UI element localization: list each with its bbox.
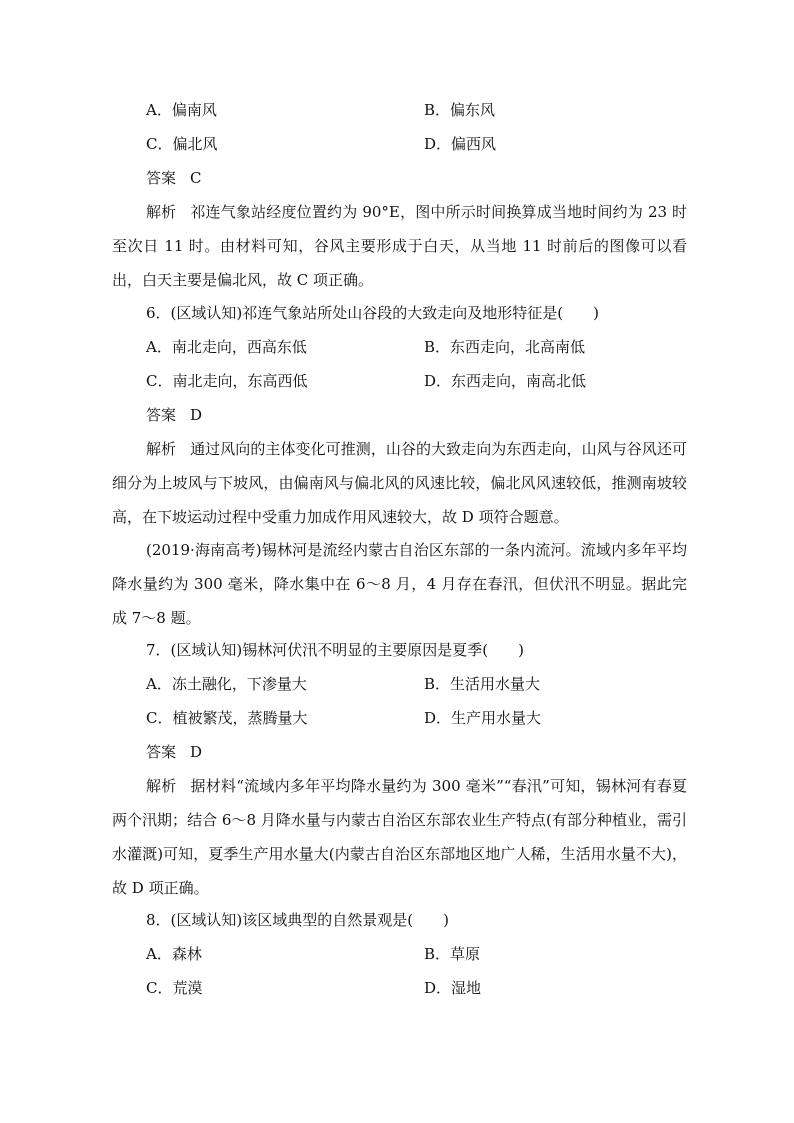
q5-options-row-2 (146, 127, 686, 161)
q8-options-row-1 (146, 937, 686, 971)
q5-answer-label: 答案 (146, 169, 177, 187)
q5-answer-value: C (190, 169, 202, 187)
q6-stem: 6．(区域认知)祁连气象站所处山谷段的大致走向及地形特征是( ) (146, 304, 599, 322)
q6-options-row-2 (146, 364, 686, 398)
q7-stem: 7．(区域认知)锡林河伏汛不明显的主要原因是夏季( ) (146, 641, 524, 659)
q6-option-a: A．南北走向，西高东低 (146, 338, 307, 356)
q5-analysis (112, 195, 687, 297)
q5-options-row-1 (146, 93, 686, 127)
q5-option-c: C．偏北风 (146, 135, 218, 153)
q5-option-d: D．偏西风 (424, 135, 497, 153)
q7-answer (146, 735, 202, 769)
q8-options-row-2 (146, 971, 686, 1005)
q8-option-a: A．森林 (146, 945, 202, 963)
q6-analysis-label: 解析 (146, 440, 177, 458)
q6-options-row-1 (146, 330, 686, 364)
q6-answer-label: 答案 (146, 406, 177, 424)
q6-answer (146, 398, 202, 432)
q7-options-row-1 (146, 667, 686, 701)
q5-analysis-text: 祁连气象站经度位置约为 90°E，图中所示时间换算成当地时间约为 23 时至次日 11 时。由材料可知，谷风主要形成于白天，从当地 11 时前后的图像可以看出，白天主要是偏北风，故 C 项正确。 (112, 203, 687, 289)
q8-stem: 8．(区域认知)该区域典型的自然景观是( ) (146, 911, 449, 929)
q7-answer-value: D (190, 743, 203, 761)
material-text: (2019·海南高考)锡林河是流经内蒙古自治区东部的一条内流河。流域内多年平均降水量约为 300 毫米，降水集中在 6～8 月，4 月存在春汛，但伏汛不明显。据此完成 7～8 题。 (112, 541, 687, 627)
q5-answer (146, 161, 202, 195)
q7-analysis-label: 解析 (146, 777, 177, 795)
q7-option-d: D．生产用水量大 (424, 709, 542, 727)
q6-option-b: B．东西走向，北高南低 (424, 338, 586, 356)
q5-option-b: B．偏东风 (424, 101, 496, 119)
q6-option-c: C．南北走向，东高西低 (146, 372, 308, 390)
q6-option-d: D．东西走向，南高北低 (424, 372, 587, 390)
q7-analysis-text: 据材料“流域内多年平均降水量约为 300 毫米”“春汛”可知，锡林河有春夏两个汛期；结合 6～8 月降水量与内蒙古自治区东部农业生产特点(有部分种植业，需引水灌溉)可知，夏季生产用水量大(内蒙古自治区东部地区地广人稀，生活用水量不大)，故 D 项正确。 (112, 777, 687, 897)
q7-option-a: A．冻土融化，下渗量大 (146, 675, 307, 693)
q6-answer-value: D (190, 406, 203, 424)
q8-option-d: D．湿地 (424, 979, 482, 997)
q7-answer-label: 答案 (146, 743, 177, 761)
q6-analysis-text: 通过风向的主体变化可推测，山谷的大致走向为东西走向，山风与谷风还可细分为上坡风与下坡风，由偏南风与偏北风的风速比较，偏北风风速较低，推测南坡较高，在下坡运动过程中受重力加成作用风速较大，故 D 项符合题意。 (112, 440, 687, 526)
q6-analysis (112, 432, 687, 534)
q5-option-a: A．偏南风 (146, 101, 217, 119)
q7-option-c: C．植被繁茂，蒸腾量大 (146, 709, 308, 727)
q7-analysis (112, 769, 687, 905)
q7-option-b: B．生活用水量大 (424, 675, 541, 693)
q8-option-b: B．草原 (424, 945, 481, 963)
q7-options-row-2 (146, 701, 686, 735)
q5-analysis-label: 解析 (146, 203, 177, 221)
q8-option-c: C．荒漠 (146, 979, 203, 997)
